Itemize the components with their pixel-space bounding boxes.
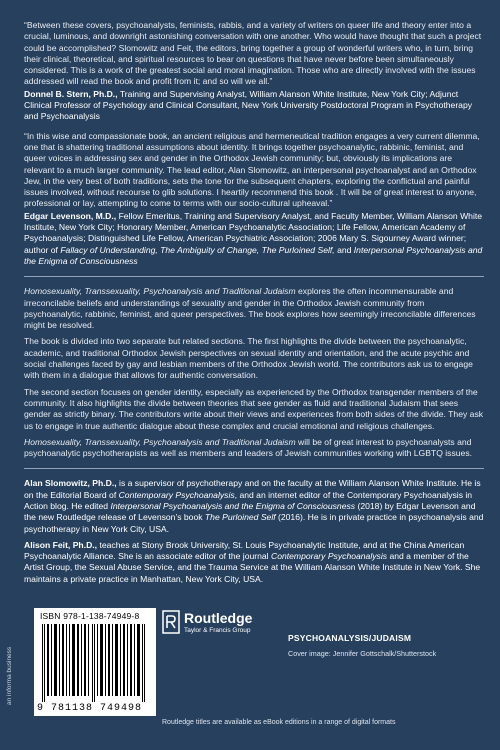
- subject-category: PSYCHOANALYSIS/JUDAISM: [288, 633, 412, 643]
- bio-text: (2018) by Edgar Levenson and the new Routledge release of Levenson’s book: [24, 500, 476, 523]
- endorser-last-work-levenson: Interpersonal Psychoanalysis and the Enigma of Consciousness: [24, 244, 483, 266]
- description-paragraph-1: [24, 286, 484, 331]
- description-paragraph-2: The book is divided into two separate but related sections. The first highlights the divide between the psychoanalytic, academic, and traditional Orthodox Jewish perspectives on sexual identity and orientation, and the acute psychic and social challenges faced by gay and lesbian members of the Orthodox Jewish world. The contributors ask us to engage with them in a dialogue that allows for authentic conversation.: [24, 336, 473, 381]
- bio-text: (2016). He is in private practice in psychoanalysis and psychotherapy in New York City, USA.: [24, 512, 484, 534]
- ebook-note: Routledge titles are available as eBook editions in a range of digital formats: [162, 719, 396, 726]
- bio-italic: The Purloined Self: [204, 512, 276, 523]
- bio-name-slomowitz: Alan Slomowitz, Ph.D.,: [24, 478, 117, 489]
- endorser-works-levenson: Fallacy of Understanding, The Ambiguity of Change, The Purloined Self,: [60, 244, 335, 255]
- endorser-credentials-levenson: Fellow Emeritus, Training and Supervisory Analyst, and Faculty Member, William Alanson White Institute, New York City; Honorary Member, American Psychoanalytic Association; Life Fellow, American Academy of Psychoanalysis; Distinguished Life Fellow, American Psychiatric Association; 2006 Mary S. Sigourney Award winner; author of: [24, 210, 483, 255]
- bio-text: is a supervisor of psychotherapy and on the faculty at the William Alanson White Institute. He is on the Editorial Board of: [24, 478, 481, 500]
- barcode-box: [34, 608, 156, 716]
- endorsement-quote-stern: “Between these covers, psychoanalysts, feminists, rabbis, and a variety of writers on queer life and theory enter into a crucial, luminous, and downright astonishing conversation with one another. Who would have thought that such a project could be accomplished? Slomowitz and Feit, the editors, bring together a group of wonderful writers who, in turn, bring their clinical, theoretical, and spiritual resources to bear on questions that have never before been simultaneously considered. This is a work of the greatest social and moral imagination. Those who are directly involved with the issues addressed will read the book and profit from it; and so will we all.”: [24, 20, 482, 87]
- endorsement-attribution-stern: [24, 89, 484, 123]
- publisher-name: Routledge: [184, 610, 253, 626]
- publisher-subtitle: Taylor & Francis Group: [184, 627, 251, 634]
- endorser-name-stern: Donnel B. Stern, Ph.D.,: [24, 88, 118, 99]
- bio-text: , and an internet editor of the Contemporary Psychoanalysis in Action blog. He edited: [24, 489, 473, 511]
- description-paragraph-4: [24, 437, 484, 460]
- book-title-italic: Homosexuality, Transsexuality, Psychoanalysis and Traditional Judaism: [24, 286, 296, 297]
- bio-feit: [24, 540, 484, 585]
- bio-name-feit: Alison Feit, Ph.D.,: [24, 539, 98, 550]
- bio-text: and a member of the Artist Group, the Sexual Abuse Service, and the Trauma Service at the William Alanson White Institute in New York. She maintains a private practice in Manhattan, New York City, USA.: [24, 551, 481, 584]
- endorser-name-levenson: Edgar Levenson, M.D.,: [24, 210, 117, 221]
- informa-vertical-text: an informa business: [6, 646, 13, 705]
- book-title-italic-2: Homosexuality, Transsexuality, Psychoanalysis and Traditional Judaism: [24, 436, 296, 447]
- endorsement-attribution-levenson: [24, 211, 484, 267]
- isbn-text: ISBN 978-1-138-74949-8: [40, 611, 140, 621]
- barcode-number: 9 781138 749498: [37, 703, 143, 714]
- endorsement-quote-levenson: “In this wise and compassionate book, an ancient religious and hermeneutical tradition engages a very current dilemma, one that is shattering traditional assumptions about identity. It brings together psychoanalytic, rabbinic, feminist, and queer voices in addressing sex and gender in the Orthodox Jewish community; but, obviously its implications are relevant to a much larger community. The lead editor, Alan Slomowitz, an interpersonal psychoanalyst and an Orthodox Jew, in the very best of both traditions, sets the tone for the subsequent chapters, exploring the conflictual and painful issues involved, without recourse to glib solutions. I heartily recommend this book . It will be of great interest to anyone, professional or lay, attempting to come to terms with our socio-cultural upheaval.”: [24, 130, 480, 209]
- divider: [24, 276, 484, 277]
- description-text-1: explores the often incommensurable and irreconcilable beliefs and understandings of sexuality and gender in the Orthodox Jewish community from psychoanalytic, rabbinic, feminist, and queer perspectives. The book explores how seemingly irreconcilable differences might be resolved.: [24, 286, 476, 331]
- barcode-icon: [40, 624, 150, 702]
- divider-2: [24, 468, 484, 469]
- bio-italic: Contemporary Psychoanalysis: [270, 551, 388, 562]
- back-cover-text: [24, 20, 484, 585]
- bio-italic: Contemporary Psychoanalysis: [118, 489, 235, 500]
- publisher-logo: [162, 610, 282, 638]
- description-text-4: will be of great interest to psychoanalysts and psychoanalytic psychotherapists as well as members and leaders of Jewish communities working with LGBTQ issues.: [24, 436, 473, 459]
- endorser-credentials-stern: Training and Supervising Analyst, William Alanson White Institute, New York City; Adjunct Clinical Professor of Psychology and Clinical Consultant, New York University Postdoctoral Program in Psychotherapy and Psychoanalysis: [24, 88, 473, 122]
- routledge-logo-icon: [162, 610, 180, 634]
- bio-italic: Interpersonal Psychoanalysis and the Enigma of Consciousness: [110, 500, 356, 511]
- description-paragraph-3: The second section focuses on gender identity, especially as experienced by the Orthodox transgender members of the community. It also highlights the divide between theories that see gender as fluid and traditional Judaism that sees gender as strictly binary. The contributors write about their views and experiences from both sides of the divide. They ask us to engage in true authentic dialogue about these complex and crucial emotional and religious challenges.: [24, 386, 484, 431]
- cover-credit: Cover image: Jennifer Gottschalk/Shutterstock: [288, 649, 437, 658]
- bio-text: teaches at Stony Brook University, St. Louis Psychoanalytic Institute, and at the China American Psychoanalytic Alliance. She is an associate editor of the journal: [24, 539, 465, 562]
- and-word: and: [337, 244, 352, 255]
- bio-slomowitz: [24, 478, 484, 534]
